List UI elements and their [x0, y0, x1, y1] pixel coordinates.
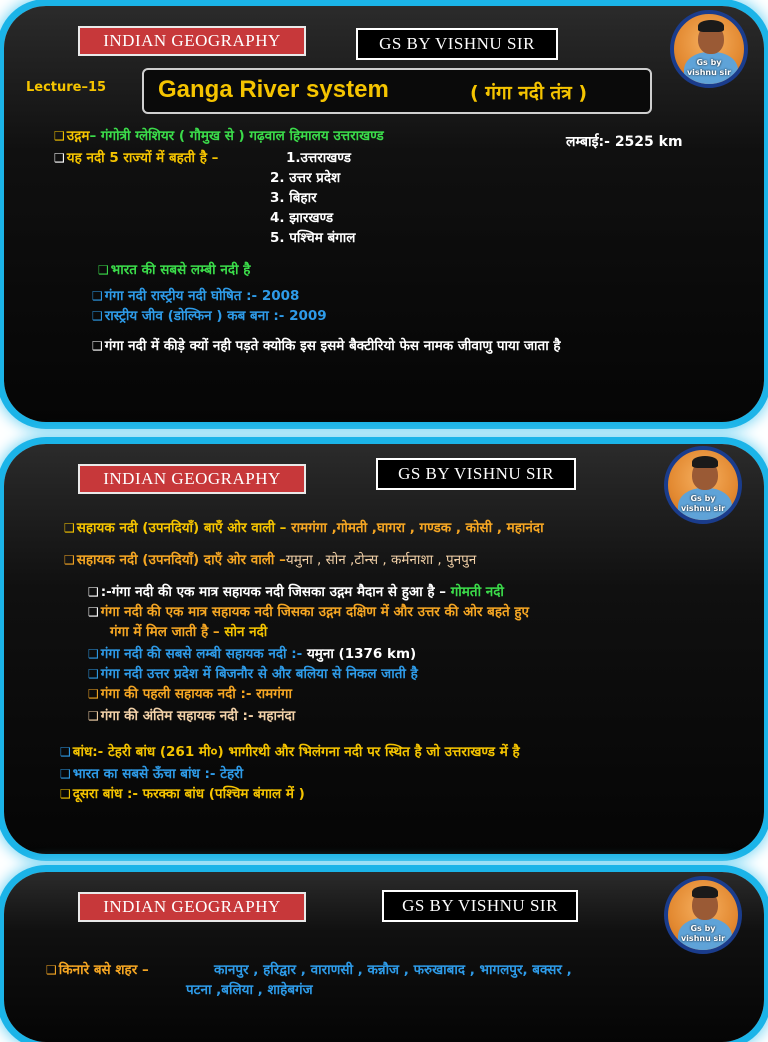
- slide-1: [4, 6, 764, 422]
- indian-geography-tag: INDIAN GEOGRAPHY: [78, 464, 306, 494]
- gs-by-vishnu-sir-tag: GS BY VISHNU SIR: [382, 890, 578, 922]
- state-5: 5. पश्चिम बंगाल: [270, 230, 356, 246]
- last-tributary: गंगा की अंतिम सहायक नदी :- महानंदा: [100, 708, 296, 724]
- avatar-hair: [692, 456, 718, 468]
- right-tributaries-list: यमुना , सोन ,टोन्स , कर्मनाशा , पुनपुन: [285, 552, 477, 568]
- left-tributaries-label: सहायक नदी (उपनदियाँ) बाएँ ओर वाली –: [76, 520, 287, 536]
- checkbox-bullet-icon: ❑: [92, 289, 103, 303]
- teacher-avatar: [664, 446, 742, 524]
- origin-line: [54, 126, 384, 144]
- plain-origin-question: :-गंगा नदी की एक मात्र सहायक नदी जिसका उद्गम मैदान से हुआ है –: [100, 584, 446, 600]
- page-title: Ganga River system: [158, 76, 389, 103]
- right-tributaries-label: सहायक नदी (उपनदियाँ) दाएँ ओर वाली –: [76, 552, 286, 568]
- tehri-dam: बांध:- टेहरी बांध (261 मी०) भागीरथी और भिलंगना नदी पर स्थित है जो उत्तराखण्ड में है: [72, 744, 520, 760]
- checkbox-bullet-icon: ❑: [88, 687, 99, 701]
- south-origin-answer: सोन नदी: [219, 624, 268, 640]
- longest-tributary-question: गंगा नदी की सबसे लम्बी सहायक नदी :-: [100, 646, 303, 662]
- checkbox-bullet-icon: ❑: [88, 709, 99, 723]
- cities-label: किनारे बसे शहर –: [58, 962, 149, 978]
- river-length: लम्बाई:- 2525 km: [566, 134, 683, 150]
- south-origin-text-2: गंगा में मिल जाती है –: [110, 624, 220, 640]
- south-origin-text: गंगा नदी की एक मात्र सहायक नदी जिसका उद्गम दक्षिण में और उत्तर की ओर बहते हुए: [100, 604, 530, 620]
- checkbox-bullet-icon: ❑: [92, 309, 103, 323]
- states-intro-line: [54, 148, 218, 166]
- checkbox-bullet-icon: ❑: [88, 605, 99, 619]
- states-intro: यह नदी 5 राज्यों में बहती है –: [66, 150, 219, 166]
- checkbox-bullet-icon: ❑: [60, 767, 71, 781]
- origin-text: – गंगोत्री ग्लेशियर ( गौमुख से ) गढ़वाल हिमालय उत्तराखण्ड: [89, 128, 384, 144]
- tehri-dam-line: [60, 742, 520, 760]
- avatar-hair: [698, 20, 724, 32]
- title-box: [142, 68, 652, 114]
- national-river-line: [92, 286, 299, 304]
- longest-tributary-line: [88, 644, 416, 662]
- gs-by-vishnu-sir-tag: GS BY VISHNU SIR: [356, 28, 558, 60]
- longest-tributary-answer: यमुना (1376 km): [302, 646, 417, 662]
- checkbox-bullet-icon: ❑: [92, 339, 103, 353]
- checkbox-bullet-icon: ❑: [98, 263, 109, 277]
- second-dam: दूसरा बांध :- फरक्का बांध (पश्चिम बंगाल में ): [72, 786, 305, 802]
- checkbox-bullet-icon: ❑: [60, 787, 71, 801]
- checkbox-bullet-icon: ❑: [88, 647, 99, 661]
- avatar-caption: Gs by vishnu sir: [686, 58, 732, 77]
- plain-origin-line: [88, 582, 504, 600]
- state-3: 3. बिहार: [270, 190, 317, 206]
- state-4: 4. झारखण्ड: [270, 210, 334, 226]
- checkbox-bullet-icon: ❑: [60, 745, 71, 759]
- state-1: 1.उत्तराखण्ड: [286, 150, 351, 166]
- first-tributary: गंगा की पहली सहायक नदी :- रामगंगा: [100, 686, 292, 702]
- checkbox-bullet-icon: ❑: [64, 521, 75, 535]
- national-animal-line: [92, 306, 327, 324]
- bacteria-line: [92, 336, 561, 354]
- second-dam-line: [60, 784, 305, 802]
- gs-by-vishnu-sir-tag: GS BY VISHNU SIR: [376, 458, 576, 490]
- avatar-hair: [692, 886, 718, 898]
- state-2: 2. उत्तर प्रदेश: [270, 170, 341, 186]
- page-title-hindi: ( गंगा नदी तंत्र ): [470, 82, 588, 104]
- first-tributary-line: [88, 684, 292, 702]
- checkbox-bullet-icon: ❑: [88, 667, 99, 681]
- checkbox-bullet-icon: ❑: [88, 585, 99, 599]
- highest-dam: भारत का सबसे ऊँचा बांध :- टेहरी: [72, 766, 244, 782]
- up-exit: गंगा नदी उत्तर प्रदेश में बिजनौर से और बलिया से निकल जाती है: [100, 666, 418, 682]
- cities-line: [46, 960, 149, 978]
- right-tributaries-line: [64, 550, 476, 568]
- longest-river: भारत की सबसे लम्बी नदी है: [110, 262, 251, 278]
- checkbox-bullet-icon: ❑: [54, 151, 65, 165]
- cities-list-2: पटना ,बलिया , शाहेबगंज: [186, 982, 313, 998]
- slide-2: [4, 444, 764, 854]
- checkbox-bullet-icon: ❑: [54, 129, 65, 143]
- slide-3: [4, 872, 764, 1042]
- highest-dam-line: [60, 764, 243, 782]
- origin-label: उद्गम: [66, 128, 90, 144]
- cities-list: कानपुर , हरिद्वार , वाराणसी , कन्नौज , फरुखाबाद , भागलपुर, बक्सर ,: [214, 962, 572, 978]
- indian-geography-tag: INDIAN GEOGRAPHY: [78, 892, 306, 922]
- last-tributary-line: [88, 706, 295, 724]
- teacher-avatar: [664, 876, 742, 954]
- longest-river-line: [98, 260, 250, 278]
- teacher-avatar: [670, 10, 748, 88]
- south-origin-line: [88, 602, 529, 620]
- left-tributaries-list: रामगंगा ,गोमती ,घागरा , गण्डक , कोसी , महानंदा: [286, 520, 544, 536]
- bacteria-fact: गंगा नदी में कीड़े क्यों नही पड़ते क्योकि इस इसमे बैक्टीरियो फेस नामक जीवाणु पाया जाता है: [104, 338, 561, 354]
- checkbox-bullet-icon: ❑: [46, 963, 57, 977]
- national-river: गंगा नदी रास्ट्रीय नदी घोषित :- 2008: [104, 288, 300, 304]
- national-animal: रास्ट्रीय जीव (डोल्फिन ) कब बना :- 2009: [104, 308, 327, 324]
- indian-geography-tag: INDIAN GEOGRAPHY: [78, 26, 306, 56]
- avatar-caption: Gs by vishnu sir: [680, 494, 726, 513]
- plain-origin-answer: गोमती नदी: [446, 584, 504, 600]
- south-origin-line-2: [110, 622, 267, 640]
- checkbox-bullet-icon: ❑: [64, 553, 75, 567]
- avatar-caption: Gs by vishnu sir: [680, 924, 726, 943]
- lecture-number: Lecture–15: [26, 80, 107, 95]
- up-exit-line: [88, 664, 418, 682]
- left-tributaries-line: [64, 518, 544, 536]
